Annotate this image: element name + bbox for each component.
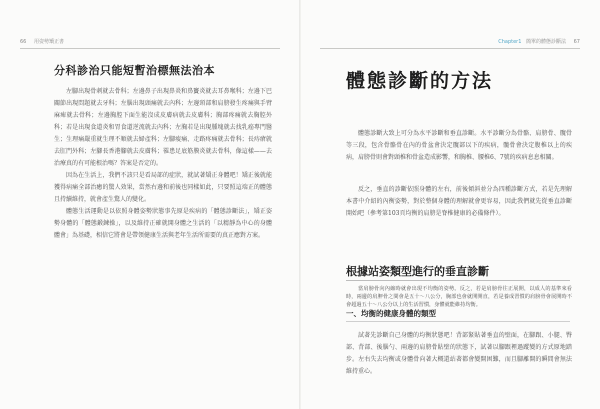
- left-page: [0, 0, 299, 409]
- right-intro-paragraph-1: 體態診斷大致上可分為水平診斷和垂直診斷。水平診斷分為骨骼、肩膀骨、髖骨等三段，包含骨骼骨在內的骨盆會決定髖部以下的疾病，髖骨會決定腹椎以上的疾病，肩膀骨則會對頭椎和骨盆造成影響，和胸椎、腰椎6、7號的疾病息息相關。: [346, 130, 572, 161]
- left-heading: 分科診治只能短暫治標無法治本: [54, 64, 215, 77]
- subsection-paragraph: 試著先診斷自己身體的均衡狀態吧！背部緊貼著垂直的壁面，在腳跟、小腿、臀部、背部、後腦勺、兩邊的肩膀骨貼壁的狀態下，試著以腳跟裡過蹤變的方式原地踏步。左右失去均衡或身體骨向著大概還站著都會變開困難，而且腳離開的瞬間會無法維持重心。: [346, 332, 572, 375]
- left-header-rule: [20, 48, 280, 49]
- right-running-title: 簡單的體態診斷法: [526, 39, 567, 45]
- left-paragraph-1: 左腳出現骨刺就去骨科；左邊鼻子出現鼻炎和鼻竇炎就去耳鼻喉科；左邊下巴關節出現問題就去牙科；左腦出現頭痛就去內科；左邊頸部和肩膀發生疼痛與手臂麻痺就去骨科；左邊胸腔下面生能沒成皮膚病就去皮膚科；胸部疼痛就去胸腔外科；若是出現食道炎和胃食道逆流就去內科；左胸若是出現腫塊就去找乳癌專門醫生；生理痛嚴重就生理不順就去婦產科；左腳痠痛、走路疼痛就去骨科；長痔瘡就去肛門外科；左腳長香港腳就去皮膚科；罹患足底筋膜炎就去骨科，像這樣——去治療真的有可能根治嗎？答案是否定的。: [54, 88, 272, 167]
- subsection-rule: [346, 321, 570, 322]
- left-paragraph-3: 體態生活運動是以依照身體姿勢狀態事先原是疾病的「體態診斷法」，矯正姿勢身體的「體態鍛鍊操」，以及維持正確就開身體之生活的「以精靜為中心的身體體會」為基礎，相信它將會是帶領健康生活與老年生活所需要的真正應對方案。: [54, 208, 272, 239]
- left-paragraph-2: 因為在生活上，我們不該只是看局部的症狀，就試著矯正身體吧！矯正後就能獲得病痛全部治癒的驚人效果，當然右邊和前後也同樣如此，只要照這端正的體態且持續維持，就會產生驚人的變化。: [54, 172, 272, 203]
- section-heading: 根據站姿類型進行的垂直診斷: [346, 265, 489, 278]
- right-intro-paragraph-2: 反之，垂直的診斷依照身體的左右，前後傾斜並分為四種診斷方式，若是先理解本書中介紹的內衡姿勢，對於整個身體的理解就會更容易，因此我們就先從垂直診斷開始吧（參考第103頁均衡的肩膀是脊椎健康的必備條件）。: [346, 186, 572, 217]
- right-header-rule: [320, 48, 580, 49]
- left-page-number: 66: [20, 39, 27, 45]
- right-running-header: [498, 38, 580, 45]
- right-page-number: 67: [573, 39, 580, 45]
- subsection-heading: 一、均衡的健康身體的類型: [346, 309, 436, 318]
- chapter-label: Chapter1: [498, 39, 522, 45]
- page-title: 體態診斷的方法: [346, 70, 494, 92]
- section-rule: [346, 280, 570, 281]
- left-running-title: 用姿勢矯正書: [33, 39, 64, 45]
- left-running-header: [20, 38, 64, 45]
- section-paragraph: 當肩膀骨向內縮時就會出現不均衡的姿勢。反之，若是肩膀骨往正展開，以成人的基準來看時，兩邊的肩胛骨之間會是五十～八公分，胸部也會就開開直，若是養成習慣的肩膀骨會展開時不會超過五十～八公分以上的生活習慣，身體就能維持均衡。: [346, 286, 572, 307]
